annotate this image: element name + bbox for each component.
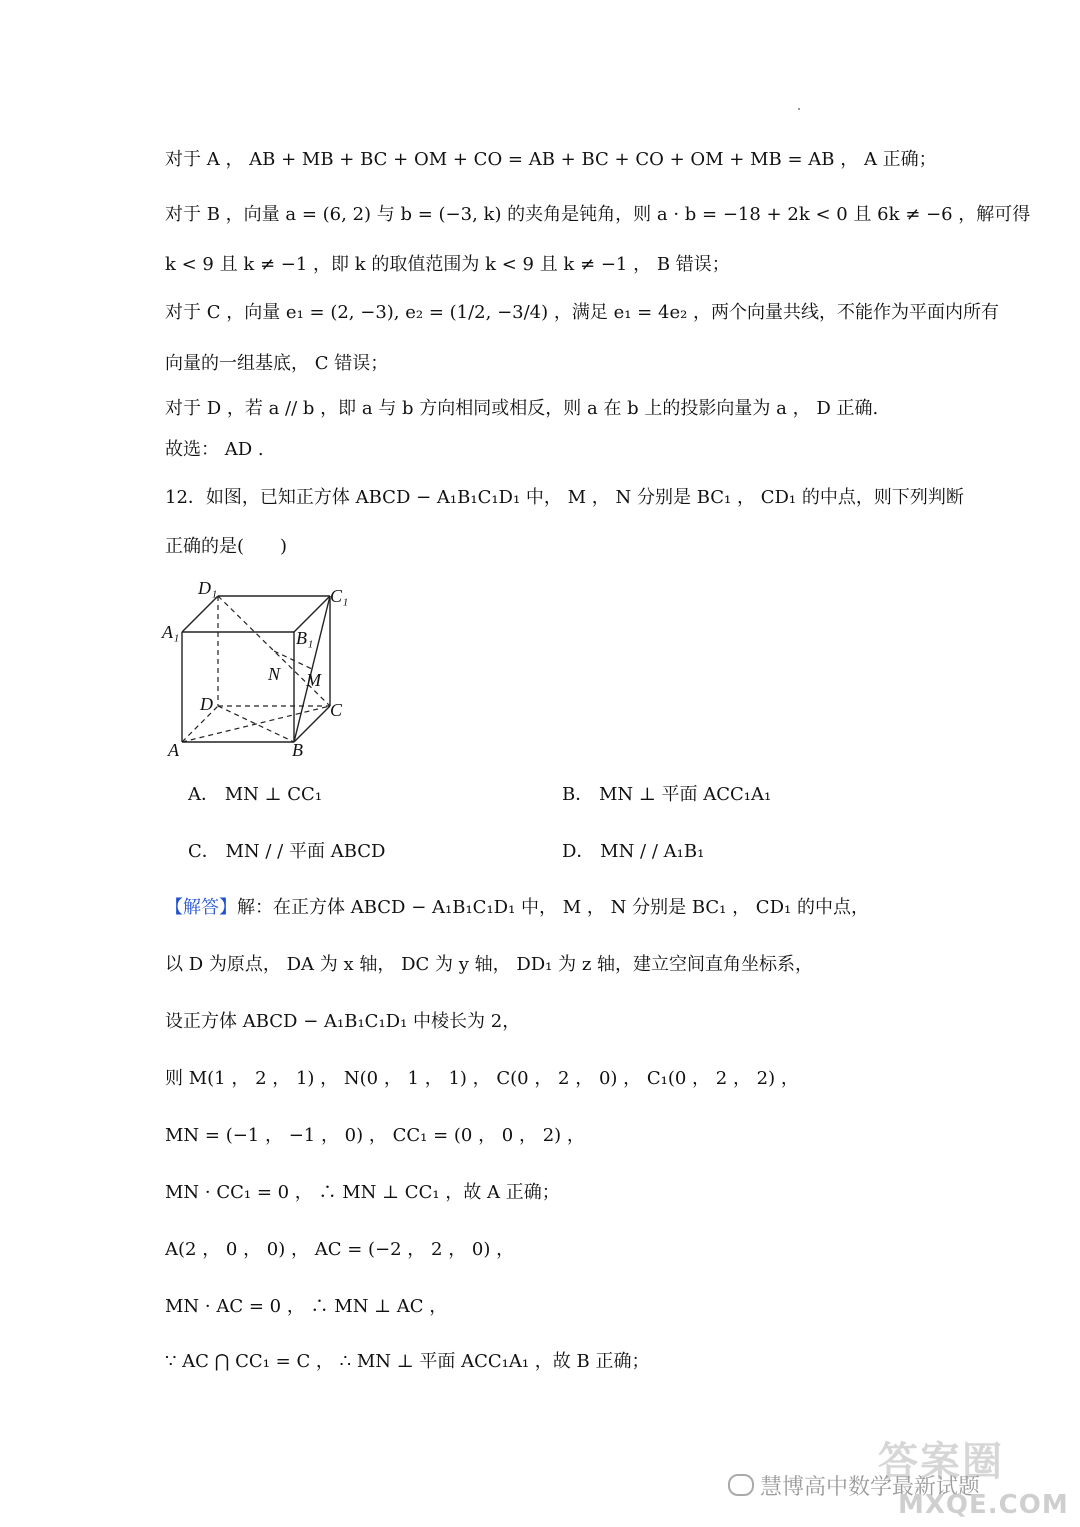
text-line-3: k < 9 且 k ≠ −1 ，即 k 的取值范围为 k < 9 且 k ≠ −1 ， B 错误； [165, 254, 730, 275]
label-d1: D₁ [198, 578, 218, 598]
label-b1: B₁ [296, 628, 314, 648]
watermark-logo-text: 答案圈 [878, 1439, 1004, 1485]
wechat-icon [728, 1474, 754, 1496]
text-line-1: 对于 A ， AB + MB + BC + OM + CO = AB + BC + CO + OM + MB = AB ， A 正确； [165, 149, 937, 170]
solution-line-4: MN = (−1 ， −1 ， 0) ， CC₁ = (0 ， 0 ， 2) ， [165, 1125, 585, 1146]
solution-tag: 【解答】 [165, 897, 237, 918]
watermark-account: 慧博高中数学最新试题 [760, 1475, 981, 1500]
watermark-url: MXQE.COM [898, 1490, 1069, 1520]
edge-b1c1 [294, 596, 330, 632]
option-b: B． MN ⊥ 平面 ACC₁A₁ [562, 784, 772, 805]
text-line-4: 对于 C ，向量 e₁ = (2, −3), e₂ = (1/2, −3/4) ，满足 e₁ = 4e₂ ，两个向量共线，不能作为平面内所有 [165, 302, 1000, 323]
watermark [728, 1430, 1068, 1520]
label-a: A [168, 740, 179, 760]
text-line-2: 对于 B ，向量 a = (6, 2) 与 b = (−3, k) 的夹角是钝角，则 a · b = −18 + 2k < 0 且 6k ≠ −6 ，解可得 [165, 204, 1031, 225]
question-12-stem-cont: 正确的是( ) [165, 536, 288, 557]
label-c: C [330, 700, 343, 720]
solution-line-5: MN · CC₁ = 0 ， ∴ MN ⊥ CC₁ ，故 A 正确； [165, 1182, 560, 1203]
solution-line-3: 则 M(1 ， 2 ， 1) ， N(0 ， 1 ， 1) ， C(0 ， 2 ， 0) ， C₁(0 ， 2 ， 2) ， [165, 1068, 799, 1089]
text-line-6: 对于 D ，若 a // b ，即 a 与 b 方向相同或相反，则 a 在 b 上的投影向量为 a ， D 正确. [165, 398, 879, 419]
label-d: D [200, 694, 213, 714]
solution-line-2: 设正方体 ABCD − A₁B₁C₁D₁ 中棱长为 2， [165, 1011, 521, 1032]
diag-bc1 [294, 596, 330, 742]
option-c: C． MN / / 平面 ABCD [188, 841, 386, 862]
solution-line-7: MN · AC = 0 ， ∴ MN ⊥ AC ， [165, 1296, 448, 1317]
label-m: M [306, 670, 321, 690]
label-b: B [292, 740, 303, 760]
solution-first-line [165, 896, 925, 920]
solution-line-8: ∵ AC ⋂ CC₁ = C ， ∴ MN ⊥ 平面 ACC₁A₁ ，故 B 正确； [165, 1351, 650, 1372]
option-d: D． MN / / A₁B₁ [562, 841, 705, 862]
solution-line-6: A(2 ， 0 ， 0) ， AC = (−2 ， 2 ， 0) ， [165, 1239, 515, 1260]
text-line-7: 故选： AD . [165, 439, 264, 460]
edge-a1d1 [182, 596, 218, 632]
edge-bc [294, 706, 330, 742]
label-c1: C₁ [330, 586, 349, 606]
solution-line-1: 以 D 为原点， DA 为 x 轴， DC 为 y 轴， DD₁ 为 z 轴，建立空间直角坐标系， [165, 954, 814, 975]
text-line-5: 向量的一组基底， C 错误； [165, 353, 389, 374]
solution-first-text: 解：在正方体 ABCD − A₁B₁C₁D₁ 中， M ， N 分别是 BC₁ ， CD₁ 的中点， [237, 897, 869, 918]
cube-figure [160, 572, 360, 762]
label-a1: A₁ [162, 622, 180, 642]
speck [798, 108, 800, 110]
label-n: N [268, 664, 281, 684]
option-a: A． MN ⊥ CC₁ [188, 784, 323, 805]
question-12-stem: 12．如图，已知正方体 ABCD − A₁B₁C₁D₁ 中， M ， N 分别是 BC₁ ， CD₁ 的中点，则下列判断 [165, 487, 964, 508]
